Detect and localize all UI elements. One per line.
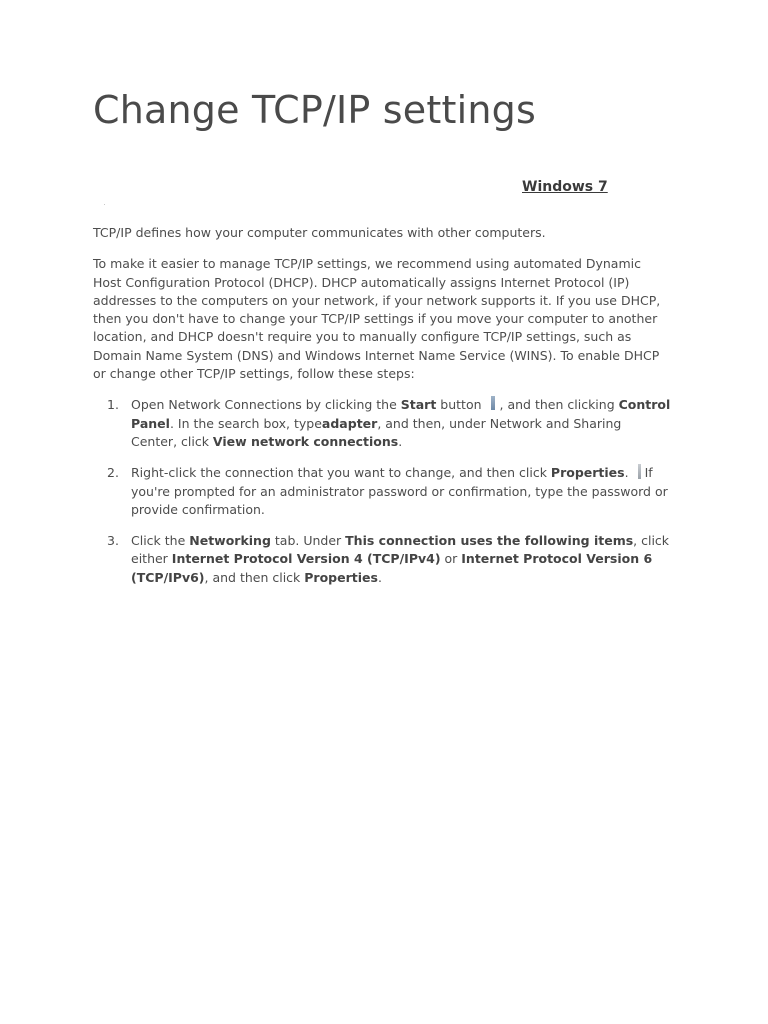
step-text: , click either: [131, 533, 670, 567]
step-text: . In the search box, type: [169, 415, 322, 431]
page-title: Change TCP/IP settings: [93, 88, 536, 132]
article-body: [93, 224, 671, 600]
step-text: , and then, under Network and Sharing Center, click: [131, 415, 622, 449]
step-3: [93, 532, 671, 587]
step-text: Open Network Connections by clicking the: [131, 397, 401, 413]
networking-term: Networking: [189, 533, 271, 549]
step-text: or: [440, 551, 462, 567]
ipv6-term: Internet Protocol Version 6 (TCP/IPv6): [131, 551, 653, 585]
intro-paragraph-2: To make it easier to manage TCP/IP settings, we recommend using automated Dynamic Host Configuration Protocol (DHCP). DHCP automatically assigns Internet Protocol (IP) addresses to the computers on your network, if your network supports it. If you use DHCP, then you don't have to change your TCP/IP settings if you move your computer to another location, and DHCP doesn't require you to manually configure TCP/IP settings, such as Domain Name System (DNS) and Windows Internet Name Service (WINS). To enable DHCP or change other TCP/IP settings, follow these steps:: [93, 256, 661, 382]
step-1: [93, 396, 671, 451]
start-term: Start: [400, 397, 437, 413]
properties-term: Properties: [550, 465, 625, 481]
step-text: .: [624, 465, 629, 481]
step-2: [93, 464, 671, 519]
step-text: .: [377, 569, 382, 585]
adapter-term: adapter: [321, 415, 378, 431]
step-text: button: [436, 397, 482, 413]
windows-start-icon: [491, 396, 495, 410]
step-text: If you're prompted for an administrator password or confirmation, type the password or provide confirmation.: [131, 465, 668, 517]
intro-paragraph-1: TCP/IP defines how your computer communicates with other computers.: [93, 225, 546, 240]
step-text: , and then clicking: [499, 397, 619, 413]
steps-list: [93, 396, 671, 587]
step-text: tab. Under: [270, 533, 346, 549]
properties-term: Properties: [304, 569, 378, 585]
stray-mark: [104, 204, 105, 205]
step-text: Right-click the connection that you want to change, and then click: [131, 465, 551, 481]
step-text: Click the: [131, 533, 190, 549]
step-number: 2.: [107, 465, 119, 481]
step-text: , and then click: [204, 569, 305, 585]
step-text: .: [398, 433, 403, 449]
control-panel-term: Control Panel: [131, 397, 671, 431]
windows-7-link[interactable]: Windows 7: [522, 179, 608, 195]
step-number: 3.: [107, 533, 119, 549]
step-number: 1.: [107, 397, 119, 413]
connection-items-term: This connection uses the following items: [345, 533, 634, 549]
ipv4-term: Internet Protocol Version 4 (TCP/IPv4): [171, 551, 441, 567]
view-network-connections-term: View network connections: [212, 433, 399, 449]
